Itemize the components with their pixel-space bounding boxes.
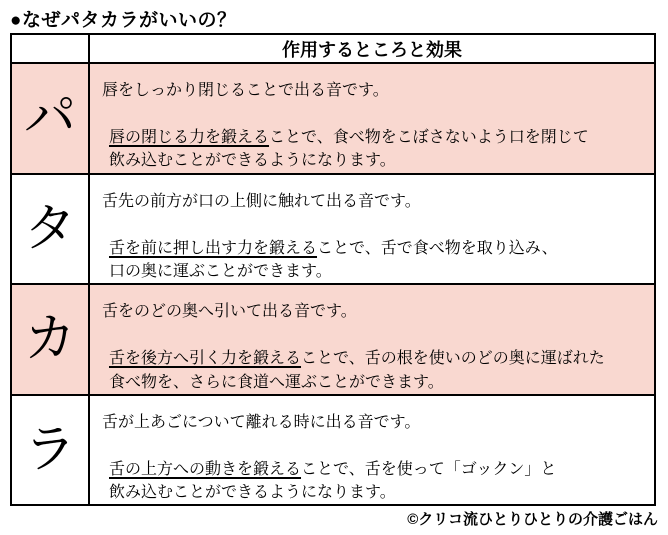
sound-description: 舌をのどの奥へ引いて出る音です。	[102, 303, 357, 321]
syllable-letter-ta: タ	[11, 174, 89, 285]
sound-description: 唇をしっかり閉じることで出る音です。	[102, 82, 389, 99]
row-ra-description	[89, 395, 655, 506]
trained-skill-underlined: 唇の閉じる力を鍛える	[109, 129, 270, 147]
sound-description: 舌が上あごについて離れる時に出る音です。	[102, 413, 421, 431]
effect-text-line2: 口の奥に運ぶことができます。	[109, 262, 332, 280]
copyright-credit: ©クリコ流ひとりひとりの介護ごはん	[407, 511, 658, 528]
effect-text-line2: 食べ物を、さらに食道へ運ぶことができます。	[109, 373, 444, 391]
effect-description	[109, 458, 646, 504]
table-row-ka	[11, 284, 655, 395]
effect-description	[109, 237, 646, 283]
table-row-ra	[11, 395, 655, 506]
table-row-pa	[11, 63, 655, 174]
column-header-effects: 作用するところと効果	[89, 34, 655, 63]
trained-skill-underlined: 舌の上方への動きを鍛える	[109, 460, 302, 478]
effect-text: ことで、舌を使って「ゴックン」と	[301, 460, 557, 478]
syllable-letter-ra: ラ	[11, 395, 89, 506]
page-title: ●なぜパタカラがいいの？	[10, 10, 237, 31]
effect-text: ことで、舌で食べ物を取り込み、	[317, 239, 558, 257]
effect-text-line2: 飲み込むことができるようになります。	[109, 484, 396, 502]
effect-description	[109, 347, 646, 393]
row-ta-description	[89, 174, 655, 285]
effect-text: ことで、舌の根を使いのどの奥に運ばれた	[301, 350, 605, 368]
trained-skill-underlined: 舌を前に押し出す力を鍛える	[109, 239, 318, 257]
table-row-ta	[11, 174, 655, 285]
syllable-letter-pa: パ	[11, 63, 89, 174]
effect-description	[109, 126, 646, 172]
header-empty-cell	[11, 34, 89, 63]
effect-text: ことで、食べ物をこぼさないよう口を閉じて	[269, 129, 589, 147]
syllable-letter-ka: カ	[11, 284, 89, 395]
trained-skill-underlined: 舌を後方へ引く力を鍛える	[109, 350, 302, 368]
patakara-effects-table	[10, 33, 656, 506]
row-pa-description	[89, 63, 655, 174]
row-ka-description	[89, 284, 655, 395]
table-header-row	[11, 34, 655, 63]
effect-text-line2: 飲み込むことができるようになります。	[109, 152, 396, 170]
sound-description: 舌先の前方が口の上側に触れて出る音です。	[102, 192, 421, 210]
